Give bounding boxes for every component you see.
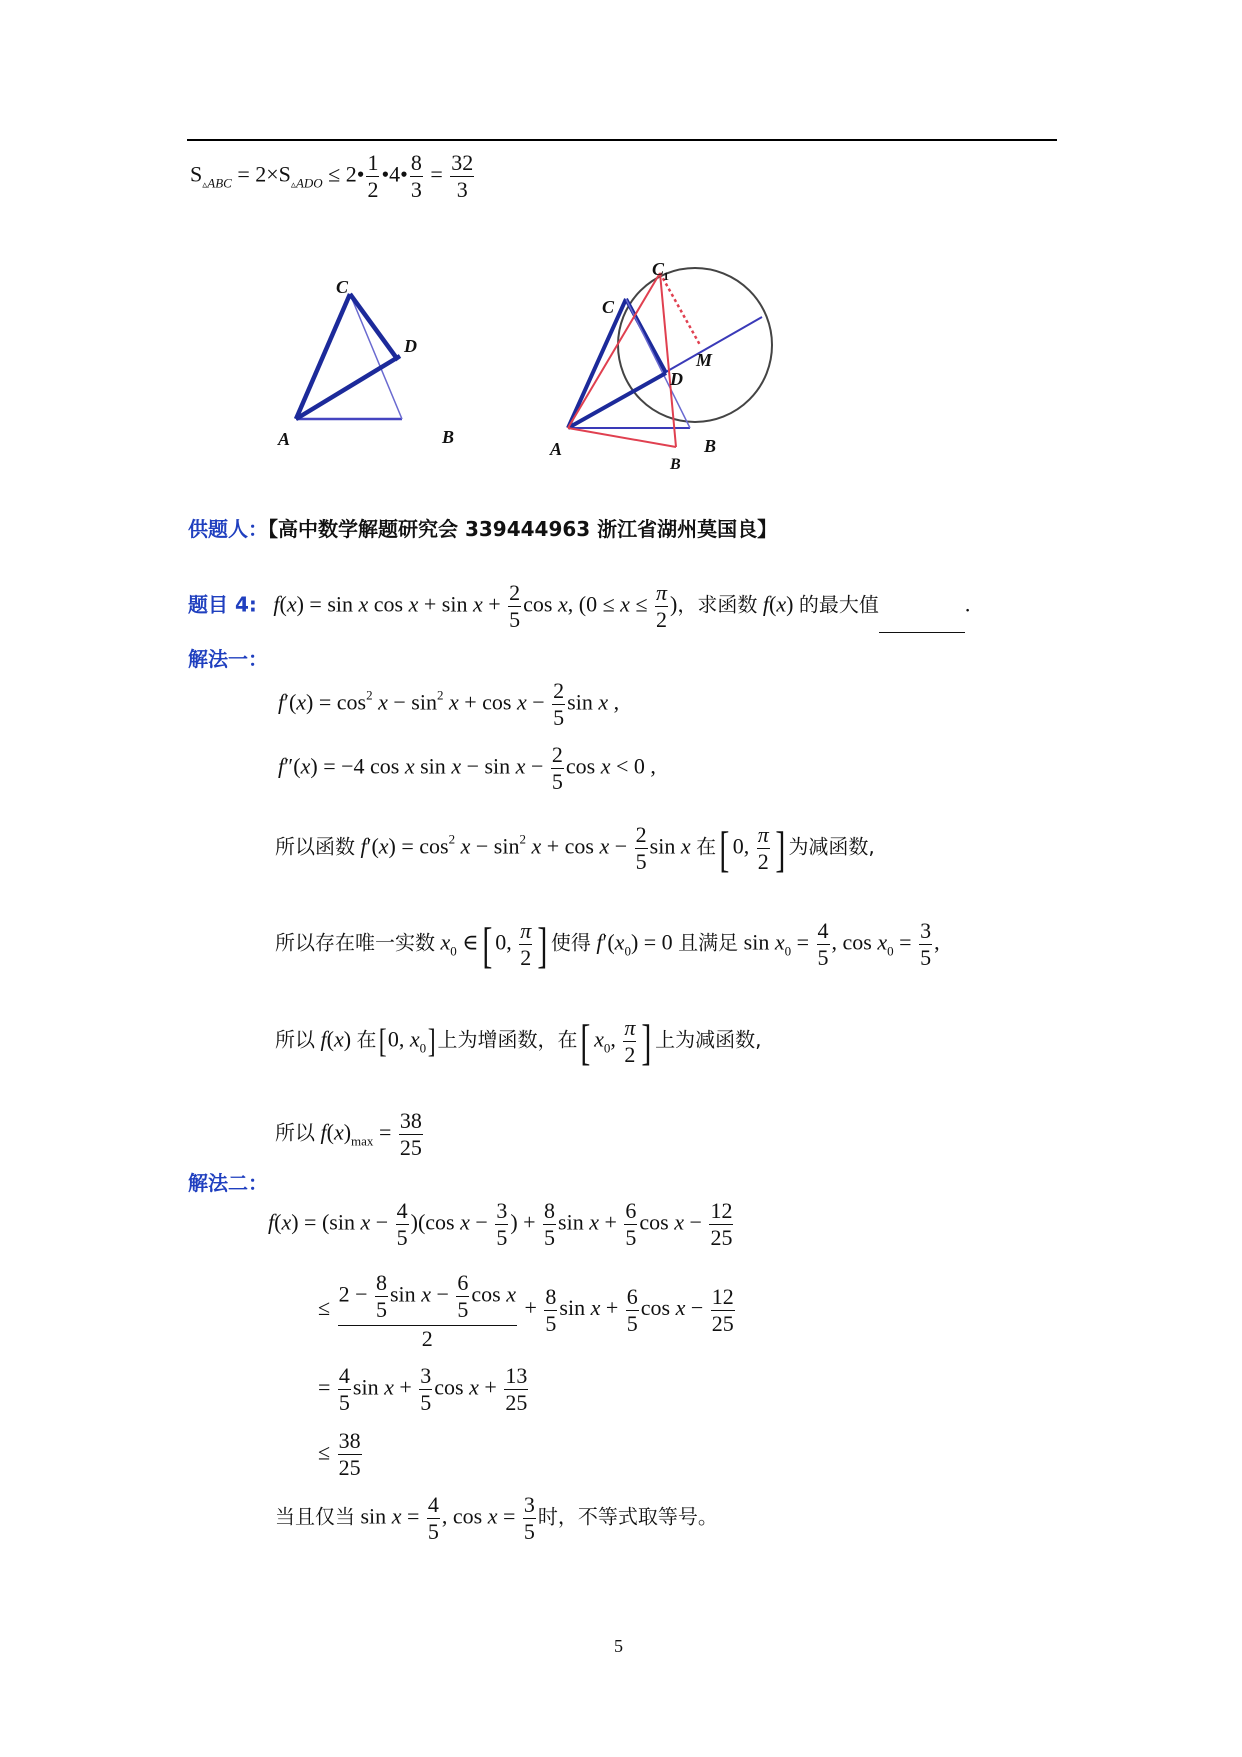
label-d: D	[404, 336, 417, 356]
method1-label: 解法一：	[188, 647, 268, 671]
label-b: B	[442, 427, 455, 447]
method1-line5: 所以 f(x) 在[0, $x_0$]上为增函数，在[ $x_0$, $\frac{\pi}{2}$ ] 上为减函数,	[275, 1013, 762, 1070]
contributor-text: 【高中数学解题研究会 339444963 浙江省湖州莫国良】	[268, 517, 778, 541]
method2-line4: ≤ $\frac{38}{25}$	[318, 1428, 361, 1480]
problem-label: 题目 4:	[188, 592, 257, 617]
label-m: M	[696, 350, 713, 370]
method1-line2: f″(x) = −4 cos x sin x − sin x − $\frac{2}{5}$ cos x < 0 ,	[278, 742, 656, 794]
fraction: $\frac{32}{3}$	[451, 150, 474, 202]
triangle-figure	[260, 280, 480, 460]
fraction: $\frac{8}{3}$	[410, 150, 422, 202]
header-rule	[187, 139, 1057, 141]
method2-line1: f(x) = (sin x − $\frac{4}{5}$ )(cos x − $\frac{3}{5}$ ) + $\frac{8}{5}$ sin x + $\frac{6}{5}$ cos x − $\frac{12}{25}$	[268, 1198, 733, 1250]
label-c1: C	[652, 259, 665, 279]
area-formula: $S_{▵ABC} = 2\times S_{▵ADO}$ ≤ 2• $\frac{1}{2}$ •4• $\frac{8}{3}$ = $\frac{32}{3}$	[190, 150, 474, 202]
method1-line4: 所以存在唯一实数 $x_0$ ∈[ 0, $\frac{\pi}{2}$ ] 使得 $f'(x_0) = 0$ 且满足 $\sin x_0$ = $\frac{4}{5}$ , $\cos x_0$ = $\frac{3}{5}$ ,	[275, 916, 940, 973]
contributor-line	[188, 513, 777, 542]
method2-line2: ≤ 2 − $\frac{8}{5}$ sin x − $\frac{6}{5}$ cos x 2 + $\frac{8}{5}$ sin x + $\frac{6}{5}$ cos x − $\frac{12}{25}$	[318, 1270, 734, 1351]
method1-line1: $f'(x) = \cos^2 x - \sin^2 x + \cos x$ − $\frac{2}{5}$ sin x ,	[278, 678, 620, 730]
circle-triangle-figure	[540, 255, 800, 470]
label-c: C	[602, 297, 615, 317]
label-d: D	[670, 369, 683, 389]
label-b: B	[704, 436, 717, 456]
label-a: A	[278, 429, 291, 449]
problem-statement: 题目 4: f(x) = sin x cos x + sin x + $\frac{2}{5}$ cos x, (0 ≤ x ≤ $\frac{\pi}{2}$ )，求函数 f(x) 的最大值 .	[188, 580, 971, 632]
method1-line6: 所以 $f(x)_{max}$ = $\frac{38}{25}$	[275, 1108, 422, 1160]
method2-label: 解法二：	[188, 1171, 268, 1195]
method2-conclusion: 当且仅当 sin x = $\frac{4}{5}$ , cos x = $\frac{3}{5}$ 时，不等式取等号。	[275, 1492, 718, 1544]
fraction: $\frac{1}{2}$	[367, 150, 379, 202]
label-a: A	[550, 439, 563, 459]
label-b1: B	[670, 456, 681, 470]
answer-blank	[879, 610, 965, 633]
label-c: C	[336, 280, 349, 297]
label-c1-sub: 1	[663, 269, 669, 283]
contributor-label: 供题人：	[188, 517, 268, 541]
page-number: 5	[614, 1636, 623, 1656]
method2-line3: = $\frac{4}{5}$ sin x + $\frac{3}{5}$ cos x + $\frac{13}{25}$	[318, 1363, 528, 1415]
method1-line3: 所以函数 $f'(x) = \cos^2 x - \sin^2 x + \cos x$ − $\frac{2}{5}$ sin x 在[ 0, $\frac{\pi}{2}$ ] 为减函数,	[275, 820, 875, 877]
